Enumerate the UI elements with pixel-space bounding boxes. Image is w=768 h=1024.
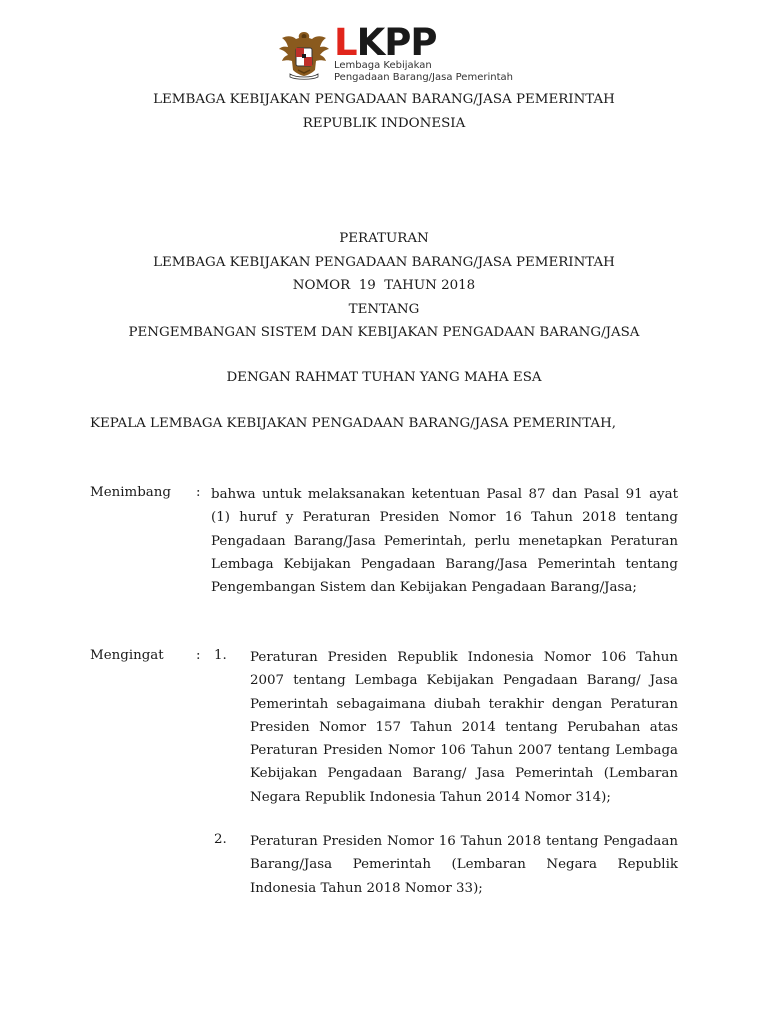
menimbang-colon: : <box>196 485 201 500</box>
regulation-type: PERATURAN <box>339 231 429 246</box>
regulation-issuer: LEMBAGA KEBIJAKAN PENGADAAN BARANG/JASA PEMERINTAH <box>153 255 615 270</box>
garuda-emblem-icon <box>276 26 332 82</box>
mengingat-colon: : <box>196 648 201 663</box>
invocation: DENGAN RAHMAT TUHAN YANG MAHA ESA <box>226 370 542 385</box>
institution-name: LEMBAGA KEBIJAKAN PENGADAAN BARANG/JASA PEMERINTAH <box>153 92 615 107</box>
mengingat-item-number: 1. <box>214 648 227 663</box>
mengingat-item-text: Peraturan Presiden Nomor 16 Tahun 2018 tentang Pengadaan Barang/Jasa Pemerintah (Lembaran Negara Republik Indonesia Tahun 2018 Nomor 33); <box>250 834 678 896</box>
brand-subtitle <box>334 60 513 83</box>
menimbang-text: bahwa untuk melaksanakan ketentuan Pasal 87 dan Pasal 91 ayat (1) huruf y Peraturan Presiden Nomor 16 Tahun 2018 tentang Pengadaan Barang/Jasa Pemerintah, perlu menetapkan Peraturan Lembaga Kebijakan Pengadaan Barang/Jasa Pemerintah tentang Pengembangan Sistem dan Kebijakan Pengadaan Barang/Jasa; <box>211 487 678 596</box>
institution-country: REPUBLIK INDONESIA <box>302 116 466 131</box>
brand-sub-line2: Pengadaan Barang/Jasa Pemerintah <box>334 71 513 83</box>
brand-wordmark: LKPP <box>334 21 437 64</box>
mengingat-item-text: Peraturan Presiden Republik Indonesia Nomor 106 Tahun 2007 tentang Lembaga Kebijakan Pengadaan Barang/ Jasa Pemerintah sebagaimana diubah terakhir dengan Peraturan Presiden Nomor 157 Tahun 2014 tentang Perubahan atas Peraturan Presiden Nomor 106 Tahun 2007 tentang Lembaga Kebijakan Pengadaan Barang/ Jasa Pemerintah (Lembaran Negara Republik Indonesia Tahun 2014 Nomor 314); <box>250 650 678 805</box>
letterhead-logo <box>276 21 513 86</box>
regulation-number: NOMOR 19 TAHUN 2018 <box>292 278 476 293</box>
mengingat-label: Mengingat <box>90 648 164 663</box>
issuing-authority: KEPALA LEMBAGA KEBIJAKAN PENGADAAN BARANG/JASA PEMERINTAH, <box>90 416 617 431</box>
brand-text: KPP <box>356 21 437 64</box>
brand-sub-line1: Lembaga Kebijakan <box>334 60 432 71</box>
regulation-about-label: TENTANG <box>348 302 420 317</box>
menimbang-label: Menimbang <box>90 485 171 500</box>
mengingat-item-number: 2. <box>214 832 227 847</box>
regulation-subject: PENGEMBANGAN SISTEM DAN KEBIJAKAN PENGADAAN BARANG/JASA <box>128 325 640 340</box>
